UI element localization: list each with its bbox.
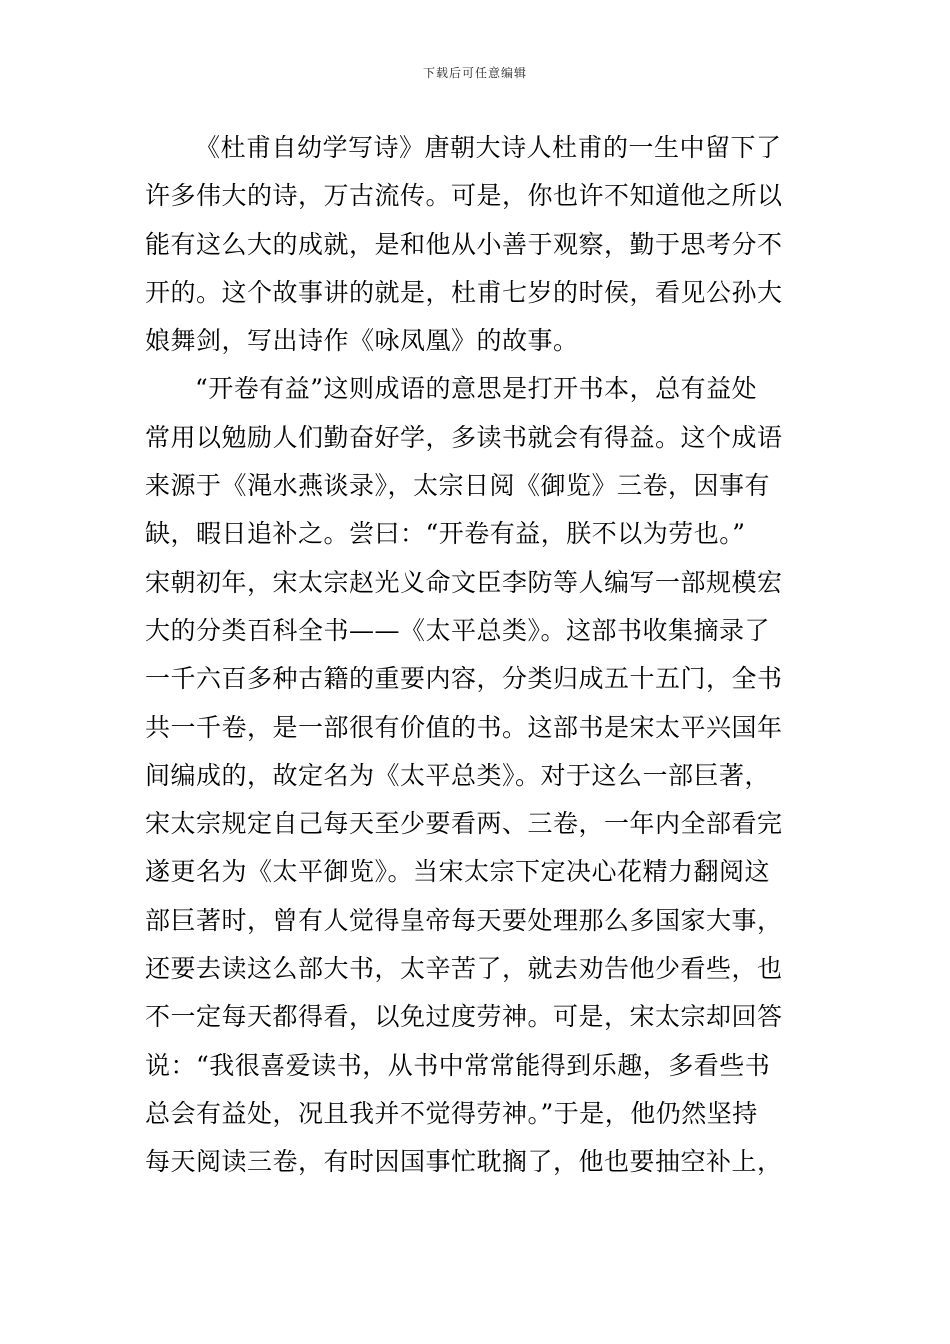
text-line-17: 部巨著时，曾有人觉得皇帝每天要处理那么多国家大事， (145, 905, 783, 935)
text-line-21: 总会有益处，况且我并不觉得劳神。”于是，他仍然坚持 (145, 1098, 758, 1128)
text-line-14: 间编成的，故定名为《太平总类》。对于这么一部巨著， (145, 760, 771, 790)
text-line-13: 共一千卷，是一部很有价值的书。这部书是宋太平兴国年 (145, 712, 783, 742)
text-line-7: 常用以勉励人们勤奋好学，多读书就会有得益。这个成语 (145, 422, 783, 452)
text-line-2: 许多伟大的诗，万古流传。可是，你也许不知道他之所以 (145, 181, 783, 211)
text-line-6: “开卷有益”这则成语的意思是打开书本，总有益处 (195, 374, 758, 404)
text-line-19: 不一定每天都得看，以免过度劳神。可是，宋太宗却回答 (145, 1002, 783, 1032)
text-line-22: 每天阅读三卷，有时因国事忙耽搁了，他也要抽空补上， (145, 1147, 783, 1177)
header-note: 下载后可任意编辑 (422, 66, 527, 80)
text-line-18: 还要去读这么部大书，太辛苦了，就去劝告他少看些，也 (145, 954, 783, 984)
text-line-15: 宋太宗规定自己每天至少要看两、三卷，一年内全部看完 (145, 809, 783, 839)
text-line-9: 缺，暇日追补之。尝曰：“开卷有益，朕不以为劳也。” (145, 519, 746, 549)
text-line-20: 说：“我很喜爱读书，从书中常常能得到乐趣，多看些书 (145, 1050, 771, 1080)
text-line-16: 遂更名为《太平御览》。当宋太宗下定决心花精力翻阅这 (145, 857, 771, 887)
document-body (145, 124, 815, 1187)
text-line-8: 来源于《渑水燕谈录》，太宗日阅《御览》三卷，因事有 (145, 471, 771, 501)
text-line-3: 能有这么大的成就，是和他从小善于观察，勤于思考分不 (145, 229, 783, 259)
text-line-11: 大的分类百科全书——《太平总类》。这部书收集摘录了 (145, 615, 771, 645)
text-line-10: 宋朝初年，宋太宗赵光义命文臣李防等人编写一部规模宏 (145, 567, 783, 597)
text-line-1: 《杜甫自幼学写诗》唐朝大诗人杜甫的一生中留下了 (195, 133, 782, 162)
text-line-5: 娘舞剑，写出诗作《咏凤凰》的故事。 (145, 326, 579, 356)
text-line-12: 一千六百多种古籍的重要内容，分类归成五十五门，全书 (145, 664, 783, 694)
text-line-4: 开的。这个故事讲的就是，杜甫七岁的时侯，看见公孙大 (145, 277, 783, 307)
